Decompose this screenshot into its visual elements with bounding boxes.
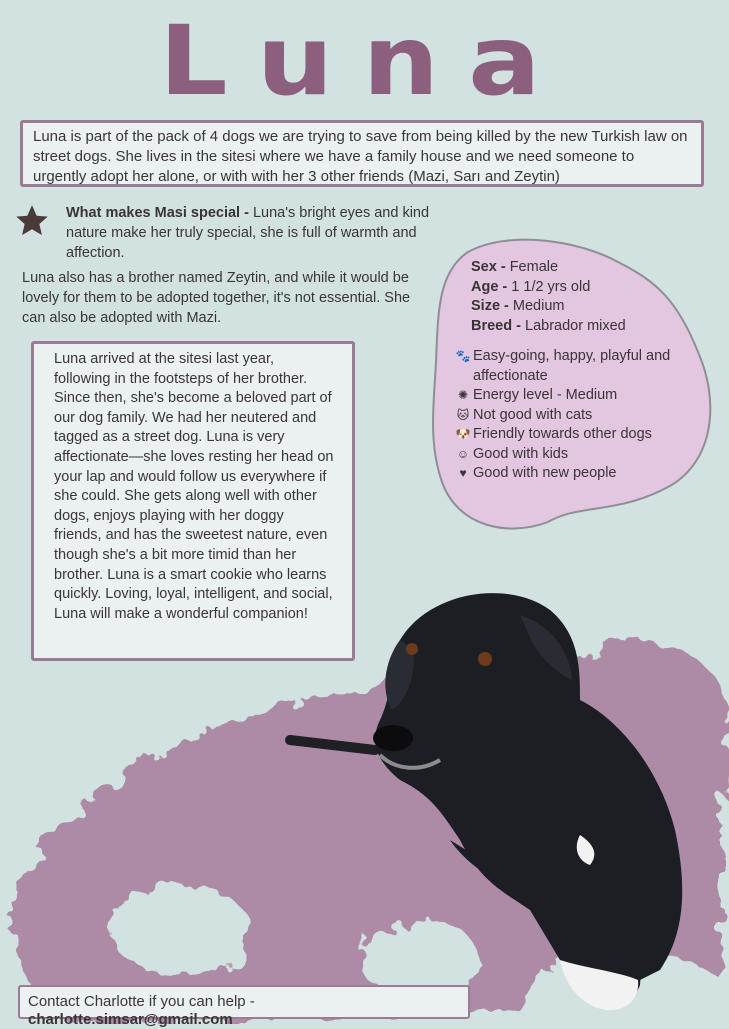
brother-paragraph: Luna also has a brother named Zeytin, and while it would be lovely for them to be adopted together, it's not essential. She can also be adopted with Mazi. bbox=[22, 270, 411, 326]
contact-text: Contact Charlotte if you can help - bbox=[28, 993, 255, 1010]
intro-text: Luna is part of the pack of 4 dogs we are trying to save from being killed by the new Turkish law on street dogs. She lives in the sitesi where we have a family house and we need someone to urgently adopt her alone, or with with her 3 other friends (Mazi, Sarı and Zeytin) bbox=[33, 128, 688, 185]
trait-item: ♥ Good with new people bbox=[453, 464, 703, 484]
contact-box bbox=[18, 985, 470, 1028]
baby-icon: ☺ bbox=[456, 446, 470, 461]
contact-email-link[interactable]: charlotte.simsar@gmail.com bbox=[28, 1011, 233, 1028]
story-text: Luna arrived at the sitesi last year, following in the footsteps of her brother. Since then, she's become a beloved part of our dog family. We had her neutered and tagged as a street dog. Luna is very affectionate—she loves resting her head on your lap and would follow us everywhere if she could. She gets along well with other dogs, enjoys playing with her doggy friends, and has the sweetest nature, even though she's a bit more timid than her brother. Luna is a smart cookie who learns quickly. Loving, loyal, intelligent, and social, Luna will make a wonderful companion! bbox=[54, 351, 334, 622]
special-heading: What makes Masi special - bbox=[66, 205, 249, 221]
page-title: Luna bbox=[159, 5, 570, 117]
intro-box bbox=[20, 120, 704, 187]
special-section bbox=[14, 203, 454, 263]
fact-sex: Sex - Female bbox=[471, 259, 559, 275]
energy-icon: ✺ bbox=[457, 388, 469, 402]
dog-photo bbox=[280, 580, 700, 1020]
traits-list bbox=[453, 347, 703, 484]
fact-age: Age - 1 1/2 yrs old bbox=[471, 278, 591, 295]
fact-size: Size - Medium bbox=[471, 298, 565, 314]
cat-icon: 🐱 bbox=[456, 407, 470, 422]
trait-item: 🐱 Not good with cats bbox=[453, 406, 703, 426]
trait-item: 🐾 Easy-going, happy, playful and affectionate bbox=[453, 347, 703, 386]
heart-icon: ♥ bbox=[459, 466, 467, 480]
paw-icon: 🐾 bbox=[455, 349, 471, 363]
trait-item: ✺ Energy level - Medium bbox=[453, 386, 703, 406]
trait-item: 🐶 Friendly towards other dogs bbox=[453, 425, 703, 445]
fact-breed: Breed - Labrador mixed bbox=[471, 317, 626, 334]
star-icon bbox=[14, 203, 50, 239]
special-text: Luna's bright eyes and kind nature make her truly special, she is full of warmth and affection. bbox=[66, 205, 430, 261]
trait-item: ☺ Good with kids bbox=[453, 445, 703, 465]
dog-icon: 🐶 bbox=[455, 427, 471, 441]
facts-list bbox=[471, 258, 711, 336]
